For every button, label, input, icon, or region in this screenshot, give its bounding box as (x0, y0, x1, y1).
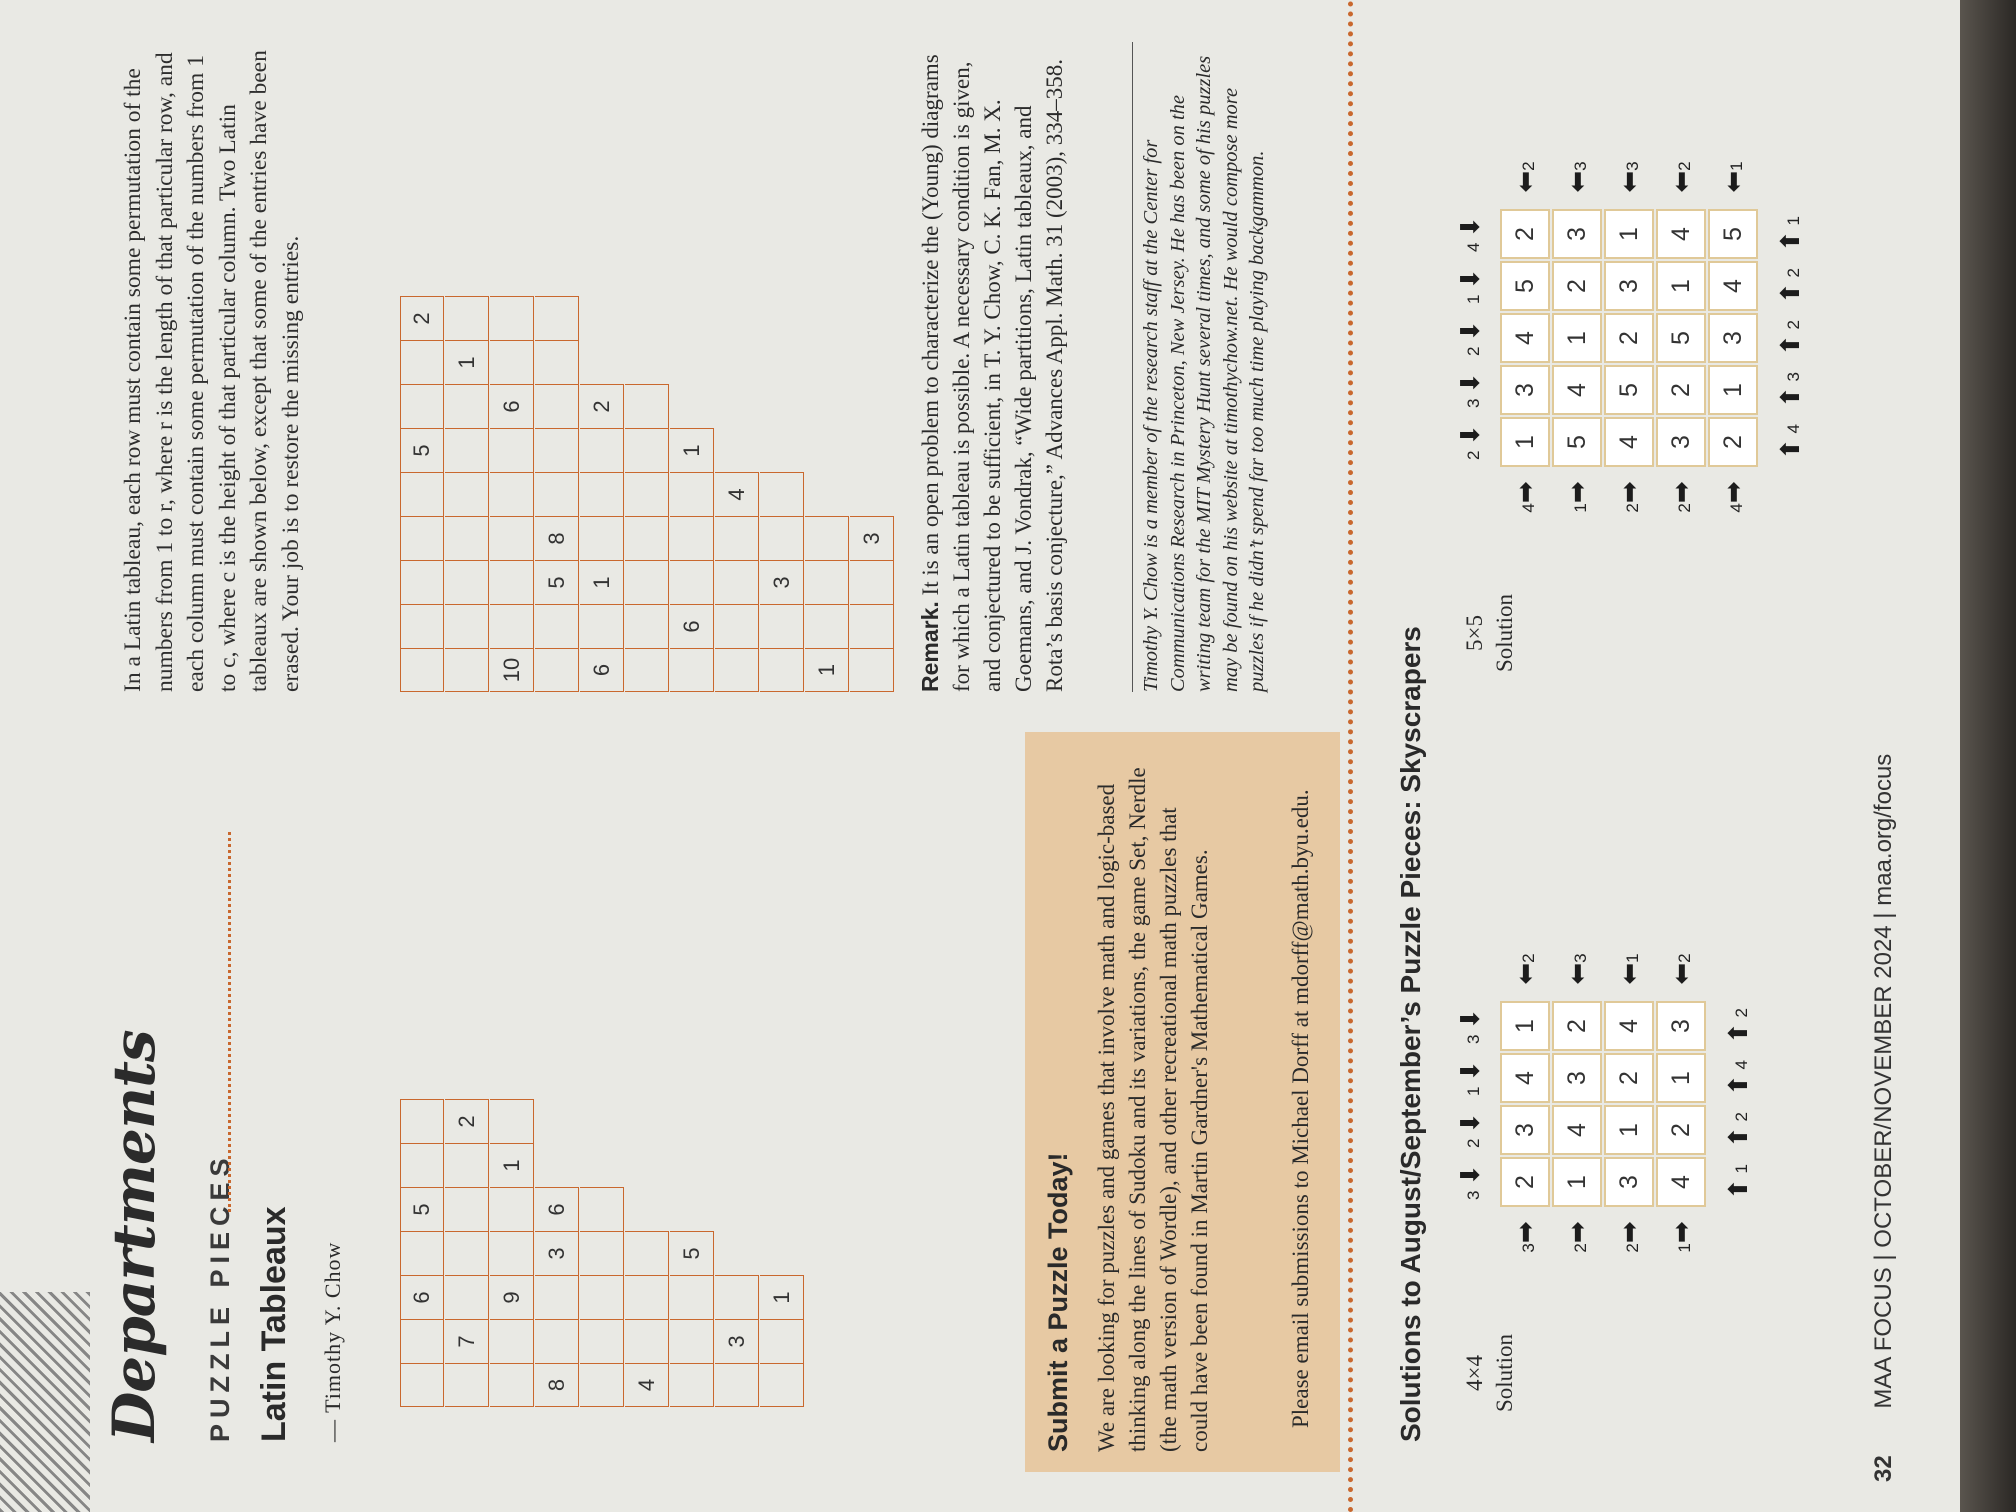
byline: — Timothy Y. Chow (320, 1241, 345, 1442)
footer: 32 MAA FOCUS | OCTOBER/NOVEMBER 2024 | maa.org/focus (1870, 753, 1897, 1482)
tableau-row (670, 1099, 715, 1407)
tableau-cell (760, 516, 804, 560)
tableau-cell (445, 1143, 489, 1187)
skyscraper-cell: 3 (1500, 1105, 1550, 1155)
right-clue: ⬅3 (1561, 161, 1592, 193)
section-label: PUZZLE PIECES (205, 1152, 235, 1442)
left-clue: 1➡ (1665, 1221, 1696, 1253)
tableau-row (400, 1099, 445, 1407)
top-clue: 2 ⬇ (1454, 320, 1485, 356)
top-clue: 3 ⬇ (1454, 372, 1485, 408)
bottom-clue: ⬆ 2 (1774, 320, 1805, 356)
tableau-one (400, 1099, 805, 1407)
tableau-cell: 6 (400, 1275, 444, 1319)
skyscraper-cell: 1 (1604, 209, 1654, 259)
skyscraper-cell: 2 (1604, 1053, 1654, 1103)
submit-box (1025, 732, 1340, 1472)
skyscraper-cell: 1 (1552, 313, 1602, 363)
tableau-cell (535, 604, 579, 648)
tableau-cell (715, 560, 759, 604)
tableau-row (580, 296, 625, 692)
tableau-cell (580, 604, 624, 648)
tableau-cell: 3 (850, 516, 894, 560)
left-clue: 4➡ (1717, 481, 1748, 513)
tableau-cell: 5 (670, 1231, 714, 1275)
skyscraper-cell: 4 (1708, 261, 1758, 311)
tableau-cell: 6 (490, 384, 534, 428)
skyscraper-cell: 1 (1552, 1157, 1602, 1207)
skyscraper-cell: 3 (1604, 261, 1654, 311)
bottom-clue: ⬆ 2 (1722, 1008, 1753, 1044)
department-title: Departments (100, 1030, 168, 1442)
tableau-cell (625, 560, 669, 604)
tableau-cell (580, 1275, 624, 1319)
tableau-cell (445, 1231, 489, 1275)
page-edge (1960, 0, 2016, 1512)
skyscraper-cell: 2 (1656, 365, 1706, 415)
decorative-hatch (0, 1292, 90, 1512)
tableau-cell (400, 384, 444, 428)
tableau-cell: 4 (715, 472, 759, 516)
top-clue: 1 ⬇ (1454, 268, 1485, 304)
skyscraper-cell: 5 (1552, 417, 1602, 467)
tableau-cell (490, 1231, 534, 1275)
large-label-size: 5×5 (1462, 615, 1487, 652)
tableau-row (760, 1099, 805, 1407)
tableau-row (580, 1099, 625, 1407)
tableau-cell (625, 384, 669, 428)
tableau-cell (670, 1319, 714, 1363)
tableau-cell (715, 516, 759, 560)
bottom-clue: ⬆ 1 (1774, 216, 1805, 252)
skyscraper-cell: 4 (1656, 1157, 1706, 1207)
skyscraper-cell: 1 (1500, 417, 1550, 467)
tableau-cell (535, 340, 579, 384)
tableau-cell (445, 472, 489, 516)
tableau-cell (625, 1319, 669, 1363)
site-url: maa.org/focus (1870, 753, 1897, 906)
tableau-cell (805, 516, 849, 560)
tableau-cell (805, 560, 849, 604)
right-clue: ⬅1 (1717, 161, 1748, 193)
bottom-clue: ⬆ 4 (1774, 424, 1805, 460)
skyscraper-cell: 5 (1500, 261, 1550, 311)
tableau-cell (445, 648, 489, 692)
tableau-cell: 5 (535, 560, 579, 604)
tableau-cell (490, 516, 534, 560)
skyscraper-cell: 2 (1500, 1157, 1550, 1207)
tableau-cell: 2 (580, 384, 624, 428)
tableau-cell (400, 604, 444, 648)
skyscraper-cell: 1 (1604, 1105, 1654, 1155)
large-label-solution: Solution (1492, 594, 1517, 672)
tableau-cell (400, 648, 444, 692)
skyscraper-cell: 4 (1552, 365, 1602, 415)
right-clue: ⬅3 (1561, 953, 1592, 985)
tableau-cell (400, 472, 444, 516)
skyscraper-cell: 2 (1552, 1001, 1602, 1051)
submit-body: We are looking for puzzles and games that involve math and logic-based thinking along the lines of Sudoku and its variations, the game Set, Nerdle (the math version of Wordle), and other recreational math puzzles that could have been found in Martin Gardner's Mathematical Games. (1094, 767, 1212, 1452)
tableau-cell (715, 1363, 759, 1407)
tableau-cell (760, 604, 804, 648)
small-label-solution: Solution (1492, 1334, 1517, 1412)
tableau-cell: 3 (760, 560, 804, 604)
tableau-cell (580, 428, 624, 472)
tableau-cell (400, 1231, 444, 1275)
bottom-clue: ⬆ 4 (1722, 1060, 1753, 1096)
tableau-row (400, 296, 445, 692)
solutions-divider (1348, 0, 1353, 1512)
section-divider (228, 832, 231, 1212)
top-clue: 3 ⬇ (1454, 1008, 1485, 1044)
skyscraper-cell: 1 (1656, 261, 1706, 311)
tableau-cell (400, 516, 444, 560)
skyscraper-cell: 1 (1656, 1053, 1706, 1103)
tableau-cell (445, 560, 489, 604)
tableau-cell (400, 340, 444, 384)
bottom-clue: ⬆ 3 (1774, 372, 1805, 408)
tableau-cell: 1 (760, 1275, 804, 1319)
large-label (1460, 594, 1520, 672)
page-number: 32 (1870, 1455, 1897, 1482)
tableau-row (715, 1099, 760, 1407)
right-clue: ⬅2 (1665, 953, 1696, 985)
tableau-cell (670, 1275, 714, 1319)
right-clue: ⬅2 (1509, 953, 1540, 985)
tableau-cell (580, 1319, 624, 1363)
tableau-cell: 1 (805, 648, 849, 692)
tableau-row (715, 296, 760, 692)
author-bio: Timothy Y. Chow is a member of the research staff at the Center for Communications Research in Princeton, New Jersey. He has been on the writing team for the MIT Mystery Hunt several times, and some of his puzzles may be found on his website at timothychow.net. He would compose more puzzles if he didn’t spend far too much time playing backgammon. (1140, 55, 1268, 692)
issue-date: OCTOBER/NOVEMBER 2024 (1870, 925, 1897, 1248)
skyscraper-cell: 5 (1656, 313, 1706, 363)
tableau-cell (445, 516, 489, 560)
skyscraper-cell: 3 (1552, 209, 1602, 259)
skyscraper-cell: 4 (1604, 1001, 1654, 1051)
bottom-clue: ⬆ 1 (1722, 1164, 1753, 1200)
tableau-cell (400, 560, 444, 604)
skyscraper-cell: 4 (1604, 417, 1654, 467)
submit-email: Please email submissions to Michael Dorff at mdorff@math.byu.edu. (1288, 789, 1313, 1428)
tableau-cell (490, 1319, 534, 1363)
tableau-cell (580, 516, 624, 560)
tableau-cell: 1 (445, 340, 489, 384)
bio-rule (1132, 42, 1133, 692)
skyscraper-cell: 1 (1500, 1001, 1550, 1051)
tableau-cell (670, 560, 714, 604)
tableau-cell (490, 1187, 534, 1231)
tableau-cell (535, 1319, 579, 1363)
tableau-cell (850, 648, 894, 692)
tableau-cell (625, 648, 669, 692)
tableau-row (535, 1099, 580, 1407)
tableau-cell (670, 648, 714, 692)
left-clue: 2➡ (1561, 1221, 1592, 1253)
tableau-cell (760, 1319, 804, 1363)
left-clue: 2➡ (1613, 1221, 1644, 1253)
skyscraper-cell: 3 (1552, 1053, 1602, 1103)
top-clue: 4 ⬇ (1454, 216, 1485, 252)
tableau-cell: 6 (535, 1187, 579, 1231)
solutions-heading: Solutions to August/September’s Puzzle Pieces: Skyscrapers (1395, 626, 1426, 1442)
intro-paragraph: In a Latin tableau, each row must contain some permutation of the numbers from 1 to r, where r is the length of that particular row, and each column must contain some permutation of the numbers from 1 to c, where c is the height of that particular column. Two Latin tableaux are shown below, except that some of the entries have been erased. Your job is to restore the missing entries. (120, 50, 304, 692)
tableau-cell (535, 1275, 579, 1319)
right-clue: ⬅1 (1613, 953, 1644, 985)
tableau-row (625, 296, 670, 692)
tableau-cell (625, 428, 669, 472)
tableau-two (400, 296, 895, 692)
skyscraper-cell: 2 (1656, 1105, 1706, 1155)
left-clue: 2➡ (1665, 481, 1696, 513)
tableau-cell (445, 428, 489, 472)
tableau-cell (535, 384, 579, 428)
magazine-name: MAA FOCUS (1870, 1267, 1897, 1409)
tableau-row (490, 1099, 535, 1407)
tableau-cell: 7 (445, 1319, 489, 1363)
tableau-cell: 2 (400, 296, 444, 340)
tableau-cell (445, 1187, 489, 1231)
tableau-cell (715, 1275, 759, 1319)
submit-heading: Submit a Puzzle Today! (1043, 1152, 1073, 1452)
tableau-row (535, 296, 580, 692)
tableau-cell: 2 (445, 1099, 489, 1143)
tableau-cell (850, 560, 894, 604)
tableau-cell (445, 1275, 489, 1319)
skyscraper-cell: 3 (1708, 313, 1758, 363)
tableau-cell (625, 1275, 669, 1319)
right-clue: ⬅2 (1509, 161, 1540, 193)
skyscraper-cell: 2 (1552, 261, 1602, 311)
top-clue: 2 ⬇ (1454, 424, 1485, 460)
tableau-cell (580, 472, 624, 516)
tableau-cell: 5 (400, 428, 444, 472)
tableau-cell (400, 1143, 444, 1187)
skyscraper-cell: 1 (1708, 365, 1758, 415)
top-clue: 3 ⬇ (1454, 1164, 1485, 1200)
skyscraper-cell: 3 (1604, 1157, 1654, 1207)
skyscraper-cell: 2 (1500, 209, 1550, 259)
left-clue: 3➡ (1509, 1221, 1540, 1253)
tableau-cell (805, 604, 849, 648)
tableau-cell: 6 (670, 604, 714, 648)
tableau-row (670, 296, 715, 692)
tableau-cell: 8 (535, 516, 579, 560)
tableau-cell: 3 (535, 1231, 579, 1275)
tableau-cell: 1 (670, 428, 714, 472)
tableau-cell (850, 604, 894, 648)
tableau-cell (625, 604, 669, 648)
bottom-clue: ⬆ 2 (1774, 268, 1805, 304)
tableau-cell (445, 296, 489, 340)
small-label (1460, 1334, 1520, 1412)
tableau-cell (490, 560, 534, 604)
bottom-clue: ⬆ 2 (1722, 1112, 1753, 1148)
tableau-cell (490, 1099, 534, 1143)
tableau-cell: 8 (535, 1363, 579, 1407)
remark-text: It is an open problem to characterize the (Young) diagrams for which a Latin tableau is possible. A necessary condition is given, and conjectured to be sufficient, in T. Y. Chow, C. K. Fan, M. X. Goemans, and J. Vondrak, “Wide partitions, Latin tableaux, and Rota’s basis conjecture,” Advances Appl. Math. 31 (2003), 334–358. (918, 54, 1067, 692)
tableau-cell (580, 1187, 624, 1231)
tableau-cell (535, 648, 579, 692)
tableau-cell: 5 (400, 1187, 444, 1231)
skyscraper-cell: 3 (1500, 365, 1550, 415)
tableau-cell (400, 1319, 444, 1363)
tableau-cell (445, 604, 489, 648)
tableau-cell: 1 (580, 560, 624, 604)
tableau-cell (490, 296, 534, 340)
tableau-cell (490, 340, 534, 384)
tableau-cell (670, 1363, 714, 1407)
tableau-cell (715, 604, 759, 648)
tableau-cell: 9 (490, 1275, 534, 1319)
skyscraper-cell: 2 (1708, 417, 1758, 467)
right-clue: ⬅3 (1613, 161, 1644, 193)
tableau-cell (490, 604, 534, 648)
skyscraper-cell: 3 (1656, 1001, 1706, 1051)
skyscraper-cell: 4 (1500, 313, 1550, 363)
skyscraper-cell: 4 (1656, 209, 1706, 259)
left-clue: 1➡ (1561, 481, 1592, 513)
tableau-cell (715, 648, 759, 692)
tableau-cell (490, 428, 534, 472)
remark-paragraph (915, 42, 1070, 692)
right-clue: ⬅2 (1665, 161, 1696, 193)
tableau-cell (490, 1363, 534, 1407)
remark-label: Remark. (917, 601, 943, 692)
tableau-cell: 10 (490, 648, 534, 692)
tableau-cell (490, 472, 534, 516)
tableau-row (445, 1099, 490, 1407)
tableau-cell: 6 (580, 648, 624, 692)
tableau-cell (580, 1363, 624, 1407)
tableau-cell (670, 516, 714, 560)
tableau-cell (625, 472, 669, 516)
top-clue: 2 ⬇ (1454, 1112, 1485, 1148)
skyscraper-cell: 5 (1604, 365, 1654, 415)
tableau-cell (625, 1231, 669, 1275)
tableau-cell (535, 472, 579, 516)
skyscraper-cell: 2 (1604, 313, 1654, 363)
tableau-cell (445, 384, 489, 428)
tableau-row (445, 296, 490, 692)
skyscraper-cell: 3 (1656, 417, 1706, 467)
tableau-row (625, 1099, 670, 1407)
puzzle-title: Latin Tableaux (255, 1206, 293, 1442)
tableau-cell (535, 428, 579, 472)
top-clue: 1 ⬇ (1454, 1060, 1485, 1096)
tableau-cell: 1 (490, 1143, 534, 1187)
skyscraper-cell: 4 (1500, 1053, 1550, 1103)
tableau-cell (400, 1099, 444, 1143)
tableau-row (760, 296, 805, 692)
left-clue: 2➡ (1613, 481, 1644, 513)
skyscraper-cell: 5 (1708, 209, 1758, 259)
tableau-cell (760, 472, 804, 516)
tableau-cell (760, 648, 804, 692)
tableau-cell: 3 (715, 1319, 759, 1363)
tableau-cell (445, 1363, 489, 1407)
tableau-cell (580, 1231, 624, 1275)
tableau-cell: 4 (625, 1363, 669, 1407)
tableau-row (490, 296, 535, 692)
tableau-cell (625, 516, 669, 560)
tableau-cell (670, 472, 714, 516)
tableau-cell (760, 1363, 804, 1407)
tableau-cell (400, 1363, 444, 1407)
tableau-row (850, 296, 895, 692)
tableau-row (805, 296, 850, 692)
left-clue: 4➡ (1509, 481, 1540, 513)
skyscraper-cell: 4 (1552, 1105, 1602, 1155)
tableau-cell (535, 296, 579, 340)
small-label-size: 4×4 (1462, 1355, 1487, 1392)
